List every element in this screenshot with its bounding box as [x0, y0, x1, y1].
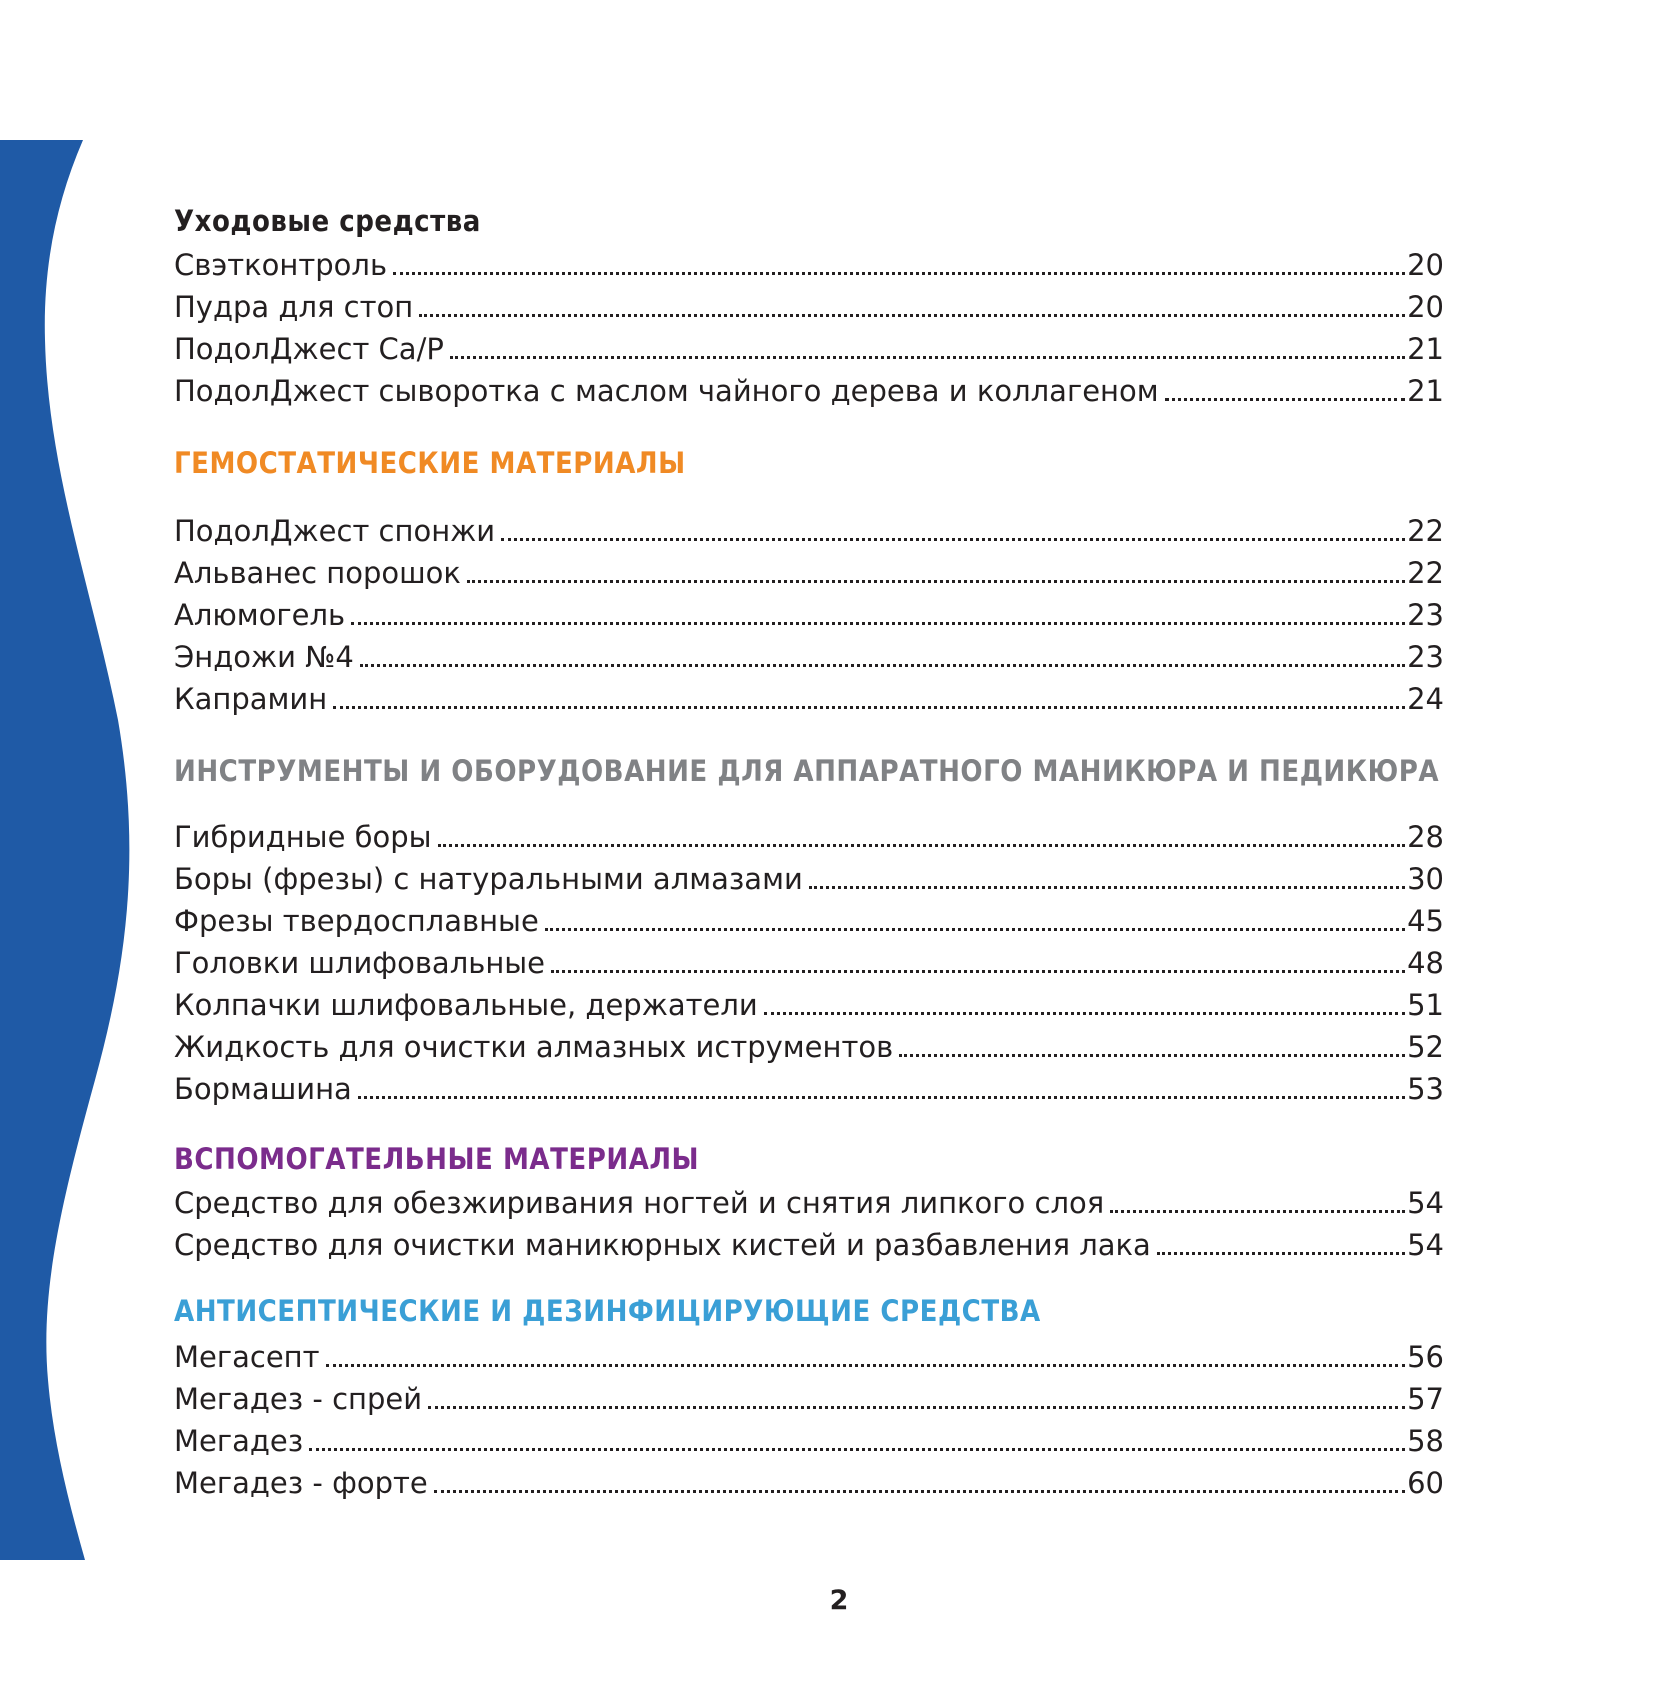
section-heading: Уходовые средства — [174, 204, 481, 238]
dot-leader — [333, 705, 1405, 709]
page-number: 2 — [829, 1585, 849, 1616]
toc-entry-page: 45 — [1407, 904, 1444, 938]
toc-entry-title: Боры (фрезы) с натуральными алмазами — [174, 862, 803, 896]
toc-entry[interactable] — [174, 984, 1444, 1026]
dot-leader — [438, 843, 1406, 847]
toc-entry-page: 20 — [1407, 248, 1444, 282]
toc-entry[interactable] — [174, 1182, 1444, 1224]
toc-entry-page: 60 — [1407, 1466, 1444, 1500]
toc-entry-page: 54 — [1407, 1228, 1444, 1262]
toc-entry[interactable] — [174, 1336, 1444, 1378]
dot-leader — [450, 355, 1405, 359]
toc-entry[interactable] — [174, 370, 1444, 412]
dot-leader — [899, 1053, 1405, 1057]
dot-leader — [545, 927, 1405, 931]
section-heading: ГЕМОСТАТИЧЕСКИЕ МАТЕРИАЛЫ — [174, 446, 686, 480]
toc-entry-page: 28 — [1407, 820, 1444, 854]
toc-entry[interactable] — [174, 858, 1444, 900]
toc-entry-page: 58 — [1407, 1424, 1444, 1458]
toc-entry-title: Эндожи №4 — [174, 640, 354, 674]
toc-entry-page: 20 — [1407, 290, 1444, 324]
dot-leader — [551, 969, 1405, 973]
section-heading: АНТИСЕПТИЧЕСКИЕ И ДЕЗИНФИЦИРУЮЩИЕ СРЕДСТВА — [174, 1294, 1041, 1328]
table-of-contents — [174, 198, 1444, 1504]
toc-entry[interactable] — [174, 286, 1444, 328]
dot-leader — [501, 537, 1405, 541]
dot-leader — [434, 1489, 1405, 1493]
toc-entry-page: 22 — [1407, 556, 1444, 590]
dot-leader — [393, 271, 1405, 275]
toc-entry-page: 23 — [1407, 640, 1444, 674]
dot-leader — [419, 313, 1405, 317]
toc-entry[interactable] — [174, 244, 1444, 286]
toc-entry-title: Гибридные боры — [174, 820, 432, 854]
toc-entry-page: 24 — [1407, 682, 1444, 716]
dot-leader — [809, 885, 1405, 889]
toc-entry-title: Мегадез - спрей — [174, 1382, 423, 1416]
toc-entry-page: 30 — [1407, 862, 1444, 896]
toc-entry[interactable] — [174, 678, 1444, 720]
toc-entry-page: 52 — [1407, 1030, 1444, 1064]
toc-entry-page: 48 — [1407, 946, 1444, 980]
dot-leader — [360, 663, 1405, 667]
toc-entry-page: 21 — [1407, 332, 1444, 366]
toc-entry-title: Жидкость для очистки алмазных иструментов — [174, 1030, 894, 1064]
toc-entry-page: 57 — [1407, 1382, 1444, 1416]
dot-leader — [351, 621, 1405, 625]
toc-entry-page: 23 — [1407, 598, 1444, 632]
toc-entry[interactable] — [174, 594, 1444, 636]
toc-entry[interactable] — [174, 510, 1444, 552]
toc-entry[interactable] — [174, 552, 1444, 594]
toc-entry[interactable] — [174, 1462, 1444, 1504]
toc-entry-title: Алюмогель — [174, 598, 346, 632]
dot-leader — [1157, 1251, 1405, 1255]
toc-entry[interactable] — [174, 1224, 1444, 1266]
toc-entry-page: 54 — [1407, 1186, 1444, 1220]
toc-entry-title: Колпачки шлифовальные, держатели — [174, 988, 758, 1022]
toc-entry-title: Головки шлифовальные — [174, 946, 546, 980]
toc-entry-page: 21 — [1407, 374, 1444, 408]
toc-entry-title: Фрезы твердосплавные — [174, 904, 539, 938]
dot-leader — [326, 1363, 1406, 1367]
dot-leader — [764, 1011, 1405, 1015]
dot-leader — [309, 1447, 1405, 1451]
toc-entry[interactable] — [174, 1026, 1444, 1068]
toc-entry-title: Пудра для стоп — [174, 290, 414, 324]
toc-entry-title: Мегадез - форте — [174, 1466, 428, 1500]
toc-entry-title: Капрамин — [174, 682, 328, 716]
toc-entry[interactable] — [174, 1068, 1444, 1110]
dot-leader — [1110, 1209, 1405, 1213]
toc-entry[interactable] — [174, 636, 1444, 678]
toc-entry-title: ПодолДжест спонжи — [174, 514, 496, 548]
dot-leader — [1165, 397, 1405, 401]
dot-leader — [467, 579, 1405, 583]
toc-entry[interactable] — [174, 1420, 1444, 1462]
toc-entry-title: Бормашина — [174, 1072, 352, 1106]
toc-entry[interactable] — [174, 900, 1444, 942]
toc-entry-title: Средство для обезжиривания ногтей и снятия липкого слоя — [174, 1186, 1105, 1220]
toc-entry[interactable] — [174, 328, 1444, 370]
toc-entry-title: Мегасепт — [174, 1340, 320, 1374]
toc-entry-title: Средство для очистки маникюрных кистей и разбавления лака — [174, 1228, 1151, 1262]
dot-leader — [428, 1405, 1405, 1409]
section-heading: ИНСТРУМЕНТЫ И ОБОРУДОВАНИЕ ДЛЯ АППАРАТНОГО МАНИКЮРА И ПЕДИКЮРА — [174, 754, 1440, 788]
toc-entry[interactable] — [174, 942, 1444, 984]
toc-entry-page: 53 — [1407, 1072, 1444, 1106]
dot-leader — [358, 1095, 1405, 1099]
toc-entry[interactable] — [174, 816, 1444, 858]
toc-entry-title: Альванес порошок — [174, 556, 461, 590]
toc-entry[interactable] — [174, 1378, 1444, 1420]
wave-shape — [0, 140, 129, 1560]
section-heading: ВСПОМОГАТЕЛЬНЫЕ МАТЕРИАЛЫ — [174, 1142, 700, 1176]
toc-entry-page: 51 — [1407, 988, 1444, 1022]
toc-entry-title: ПодолДжест сыворотка с маслом чайного дерева и коллагеном — [174, 374, 1159, 408]
toc-entry-title: ПодолДжест Са/Р — [174, 332, 444, 366]
toc-entry-title: Свэтконтроль — [174, 248, 388, 282]
toc-entry-page: 22 — [1407, 514, 1444, 548]
toc-entry-page: 56 — [1407, 1340, 1444, 1374]
toc-entry-title: Мегадез — [174, 1424, 304, 1458]
